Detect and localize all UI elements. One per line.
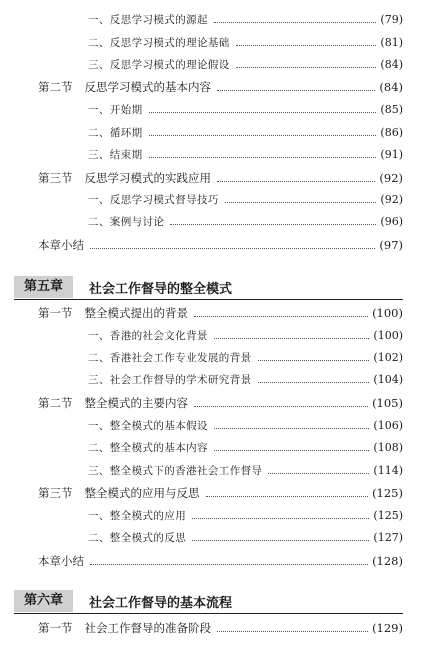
toc-section-label <box>38 620 211 636</box>
dot-leader <box>149 157 377 158</box>
toc-entry[interactable] <box>0 508 403 524</box>
dot-leader <box>206 496 369 497</box>
chapter-title: 社会工作督导的整全模式 <box>89 281 233 297</box>
toc-entry[interactable] <box>0 102 403 118</box>
toc-entry-label: 二、整全模式的基本内容 <box>88 442 208 454</box>
dot-leader <box>194 406 368 407</box>
section-title: 反思学习模式的基本内容 <box>84 80 211 94</box>
dot-leader <box>236 45 377 46</box>
toc-entry[interactable] <box>0 328 403 344</box>
chapter-heading[interactable] <box>14 276 403 298</box>
dot-leader <box>258 382 370 383</box>
section-number: 第二节 <box>38 80 73 94</box>
dot-leader <box>192 518 369 519</box>
toc-entry[interactable] <box>0 530 403 546</box>
toc-section-label <box>38 170 211 186</box>
section-number: 第一节 <box>38 621 73 635</box>
toc-entry-page: (106) <box>373 419 403 432</box>
toc-section-page: (84) <box>379 80 403 94</box>
dot-leader <box>214 428 370 429</box>
toc-entry[interactable] <box>0 440 403 456</box>
toc-entry-page: (100) <box>373 329 403 342</box>
section-title: 整全模式的应用与反思 <box>84 486 200 500</box>
toc-entry-page: (114) <box>373 464 403 477</box>
section-number: 第一节 <box>38 306 73 320</box>
section-title: 整全模式提出的背景 <box>84 306 188 320</box>
toc-section[interactable] <box>0 305 403 321</box>
dot-leader <box>192 540 369 541</box>
toc-entry[interactable] <box>0 125 403 141</box>
dot-leader <box>149 135 377 136</box>
dot-leader <box>90 248 375 249</box>
chapter-heading[interactable] <box>14 590 403 612</box>
summary-page: (97) <box>379 238 403 252</box>
toc-entry-page: (104) <box>373 373 403 386</box>
section-title: 社会工作督导的准备阶段 <box>84 621 211 635</box>
dot-leader <box>170 224 376 225</box>
toc-entry[interactable] <box>0 35 403 51</box>
toc-entry-label: 二、循环期 <box>88 127 143 139</box>
summary-label: 本章小结 <box>38 554 84 568</box>
section-title: 反思学习模式的实践应用 <box>84 171 211 185</box>
dot-leader <box>214 450 370 451</box>
dot-leader <box>217 90 375 91</box>
toc-section[interactable] <box>0 170 403 186</box>
dot-leader <box>214 338 370 339</box>
toc-section-page: (125) <box>372 486 403 500</box>
dot-leader <box>214 22 377 23</box>
toc-summary[interactable] <box>0 553 403 569</box>
dot-leader <box>149 112 377 113</box>
toc-section-label <box>38 485 200 501</box>
toc-entry-page: (79) <box>380 13 403 26</box>
toc-entry[interactable] <box>0 463 403 479</box>
toc-section[interactable] <box>0 395 403 411</box>
toc-entry-page: (85) <box>380 103 403 116</box>
summary-page: (128) <box>372 554 403 568</box>
chapter-title: 社会工作督导的基本流程 <box>89 595 233 611</box>
toc-entry-label: 三、整全模式下的香港社会工作督导 <box>88 465 263 477</box>
dot-leader <box>217 181 375 182</box>
toc-entry-page: (86) <box>380 126 403 139</box>
toc-entry[interactable] <box>0 214 403 230</box>
toc-entry-label: 一、开始期 <box>88 104 143 116</box>
toc-section-label <box>38 395 188 411</box>
chapter-divider <box>14 613 403 614</box>
toc-section-label <box>38 79 211 95</box>
toc-section-page: (105) <box>372 396 403 410</box>
section-number: 第三节 <box>38 171 73 185</box>
dot-leader <box>258 360 370 361</box>
toc-entry[interactable] <box>0 147 403 163</box>
toc-entry-page: (108) <box>373 441 403 454</box>
toc-entry-label: 一、反思学习模式督导技巧 <box>88 194 219 206</box>
dot-leader <box>217 631 368 632</box>
toc-entry-page: (127) <box>373 531 403 544</box>
toc-entry-label: 三、结束期 <box>88 149 143 161</box>
toc-section-page: (129) <box>372 621 403 635</box>
toc-entry-page: (92) <box>380 193 403 206</box>
toc-entry-page: (91) <box>380 148 403 161</box>
dot-leader <box>236 67 377 68</box>
dot-leader <box>90 564 368 565</box>
toc-entry[interactable] <box>0 418 403 434</box>
toc-entry[interactable] <box>0 12 403 28</box>
summary-label: 本章小结 <box>38 238 84 252</box>
toc-summary[interactable] <box>0 237 403 253</box>
toc-entry-label: 一、整全模式的应用 <box>88 510 187 522</box>
chapter-number: 第六章 <box>14 590 73 612</box>
toc-entry-label: 一、整全模式的基本假设 <box>88 420 208 432</box>
toc-entry-label: 一、反思学习模式的源起 <box>88 14 208 26</box>
chapter-divider <box>14 299 403 300</box>
toc-entry-label: 三、社会工作督导的学术研究背景 <box>88 374 252 386</box>
toc-entry-page: (102) <box>373 351 403 364</box>
toc-entry[interactable] <box>0 350 403 366</box>
toc-section-label <box>38 305 188 321</box>
toc-section-page: (100) <box>372 306 403 320</box>
toc-entry-label: 三、反思学习模式的理论假设 <box>88 59 230 71</box>
toc-entry-page: (96) <box>380 215 403 228</box>
dot-leader <box>268 473 369 474</box>
toc-entry-label: 二、案例与讨论 <box>88 216 165 228</box>
toc-entry-label: 一、香港的社会文化背景 <box>88 330 208 342</box>
toc-entry-label: 二、反思学习模式的理论基础 <box>88 37 230 49</box>
toc-entry-label: 二、整全模式的反思 <box>88 532 187 544</box>
dot-leader <box>225 202 377 203</box>
toc-section[interactable] <box>0 485 403 501</box>
toc-entry-page: (84) <box>380 58 403 71</box>
section-title: 整全模式的主要内容 <box>84 396 188 410</box>
toc-section[interactable] <box>0 620 403 636</box>
toc-entry[interactable] <box>0 372 403 388</box>
toc-entry[interactable] <box>0 192 403 208</box>
section-number: 第三节 <box>38 486 73 500</box>
toc-section-page: (92) <box>379 171 403 185</box>
toc-entry-page: (125) <box>373 509 403 522</box>
toc-entry-label: 二、香港社会工作专业发展的背景 <box>88 352 252 364</box>
chapter-number: 第五章 <box>14 276 73 298</box>
section-number: 第二节 <box>38 396 73 410</box>
toc-section[interactable] <box>0 79 403 95</box>
toc-entry-page: (81) <box>380 36 403 49</box>
dot-leader <box>194 316 368 317</box>
toc-entry[interactable] <box>0 57 403 73</box>
